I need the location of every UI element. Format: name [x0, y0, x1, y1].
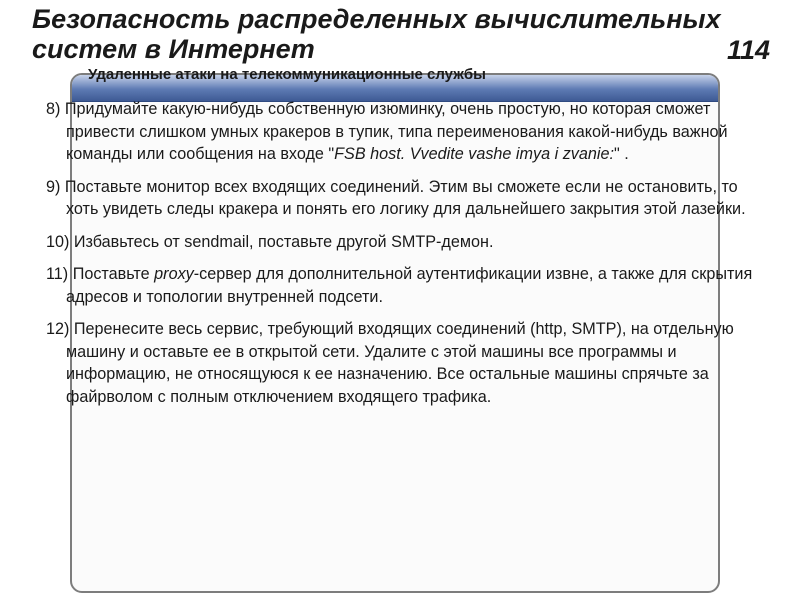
slide-title	[32, 4, 721, 64]
list-item-text-end: -сервер для дополнительной аутентификации извне, а также для скрытия адресов и топологии внутренней подсети.	[66, 265, 753, 306]
list-item-text: 11) Поставьте	[46, 265, 155, 283]
list-item-text: 8) Придумайте какую-нибудь собственную изюминку, очень простую, но которая сможет привести слишком умных кракеров в тупик, типа переименования какой-нибудь важной команды или сообщения на входе "	[46, 100, 728, 163]
list-item	[46, 231, 762, 254]
list-item	[46, 263, 762, 308]
list-item-italic: proxy	[154, 265, 194, 283]
list-item	[46, 176, 762, 221]
section-subtitle: Удаленные атаки на телекоммуникационные службы	[88, 66, 486, 83]
recommendation-list	[46, 98, 762, 418]
list-item	[46, 98, 762, 166]
slide-title-line-1: Безопасность распределенных вычислительных	[32, 4, 721, 34]
list-item-text: 12) Перенесите весь сервис, требующий входящих соединений (http, SMTP), на отдельную машину и оставьте ее в открытой сети. Удалите с этой машины все программы и информацию, не относящуюся к ее назначению. Все остальные машины спрячьте за файрволом с полным отключением входящего трафика.	[46, 320, 734, 406]
slide-title-line-2: систем в Интернет	[32, 34, 315, 64]
list-item-text: 10) Избавьтесь от sendmail, поставьте другой SMTP-демон.	[46, 232, 494, 251]
list-item-text: 9) Поставьте монитор всех входящих соединений. Этим вы сможете если не остановить, то хоть увидеть следы кракера и понять его логику для дальнейшего закрытия этой лазейки.	[46, 177, 746, 218]
list-item	[46, 318, 762, 408]
list-item-text-end: " .	[613, 145, 629, 163]
list-item-italic: FSB host. Vvedite vashe imya i zvanie:	[334, 145, 614, 163]
page-number: 114	[726, 35, 770, 65]
